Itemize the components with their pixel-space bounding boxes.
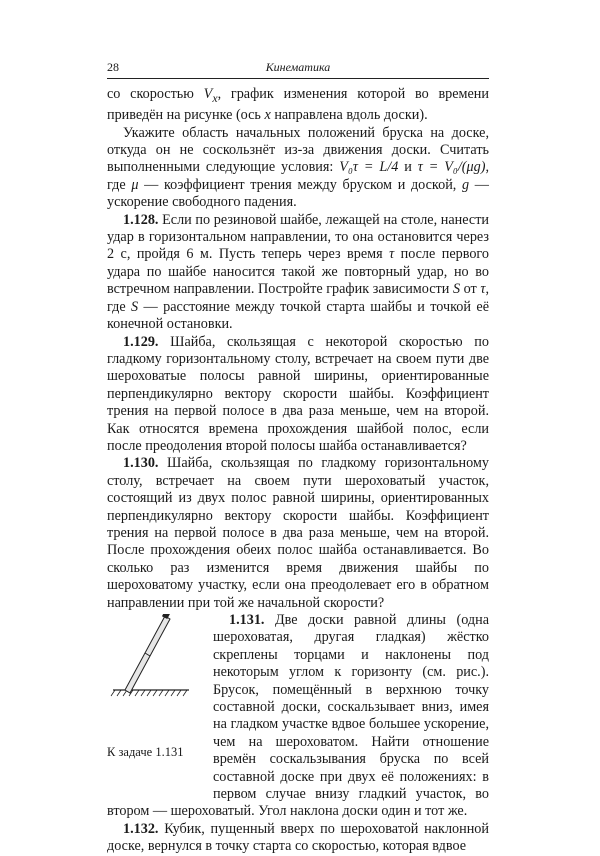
inclined-board-diagram bbox=[107, 614, 207, 744]
problem-1-132: 1.132. Кубик, пущенный вверх по шероховатой наклонной доске, вернулся в точку старта со скоростью, которая вдвое bbox=[107, 820, 489, 855]
problem-number: 1.131. bbox=[229, 612, 265, 629]
figure-caption: К задаче 1.131 bbox=[107, 745, 184, 760]
problem-number: 1.129. bbox=[123, 333, 159, 350]
problem-1-131: 1.131. Две доски равной длины (одна шероховатая, другая гладкая) жёстко скреплены торцами и наклонены под некоторым углом к горизонту (см. рис.). Брусок, помещённый в верхнюю точку составной доски, соскальзывает вниз, имея на гладком участке вдвое большее ускорение, чем на шероховатом. Найти отношение времён соскальзывания бруска по всей составной доске при двух её положениях: в первом случае внизу гладкий участок, во втором — шероховатый. Угол наклона доски один и тот же. bbox=[107, 612, 489, 820]
paragraph-conditions: Укажите область начальных положений бруска на доске, откуда он не соскользнёт из-за движения доски. Считать выполненными следующие условия: V₀τ = L/4 и τ = V₀/(μg), где μ — коэффициент трения между бруском и доской, g — ускорение свободного падения. bbox=[107, 124, 490, 211]
problem-number: 1.128. bbox=[123, 211, 159, 228]
problem-1-128: 1.128. Если по резиновой шайбе, лежащей на столе, нанести удар в горизонтальном направлении, то она остановится через 2 с, пройдя 6 м. Пусть теперь через время τ после первого удара по шайбе наносится такой же повторный удар, но во встречном направлении. Постройте график зависимости S от τ, где S — расстояние между точкой старта шайбы и точкой её конечной остановки. bbox=[107, 211, 489, 333]
figure-inclined-boards bbox=[107, 614, 207, 789]
ground-hatching bbox=[111, 690, 187, 696]
running-header bbox=[107, 60, 489, 79]
problem-number: 1.132. bbox=[123, 820, 159, 837]
running-title: Кинематика bbox=[265, 60, 331, 74]
paragraph-continuation: со скоростью $V_x$, график изменения которой во времени приведён на рисунке (ось x направлена вдоль доски). bbox=[107, 86, 489, 124]
problem-number: 1.130. bbox=[123, 455, 159, 472]
problem-1-129: 1.129. Шайба, скользящая с некоторой скоростью по гладкому горизонтальному столу, встречает на своем пути две шероховатые полосы равной ширины, ориентированные перпендикулярно вектору скорости шайбы. Коэффициент трения на первой полосе в два раза меньше, чем на второй. Как относятся времена прохождения шайбой полос, если после преодоления второй полосы шайба останавливается? bbox=[107, 333, 489, 454]
problem-1-130: 1.130. Шайба, скользящая по гладкому горизонтальному столу, встречает на своем пути шероховатый участок, состоящий из двух полос равной ширины, ориентированных перпендикулярно вектору скорости шайбы. Коэффициент трения на первой полосе в два раза меньше, чем на второй. После прохождения обеих полос шайба останавливается. Во сколько раз изменится время движения шайбы по шероховатому участку, если она преодолевает его в обратном направлении при той же начальной скорости? bbox=[107, 455, 489, 611]
page-number: 28 bbox=[107, 60, 119, 74]
page-body bbox=[107, 86, 489, 856]
